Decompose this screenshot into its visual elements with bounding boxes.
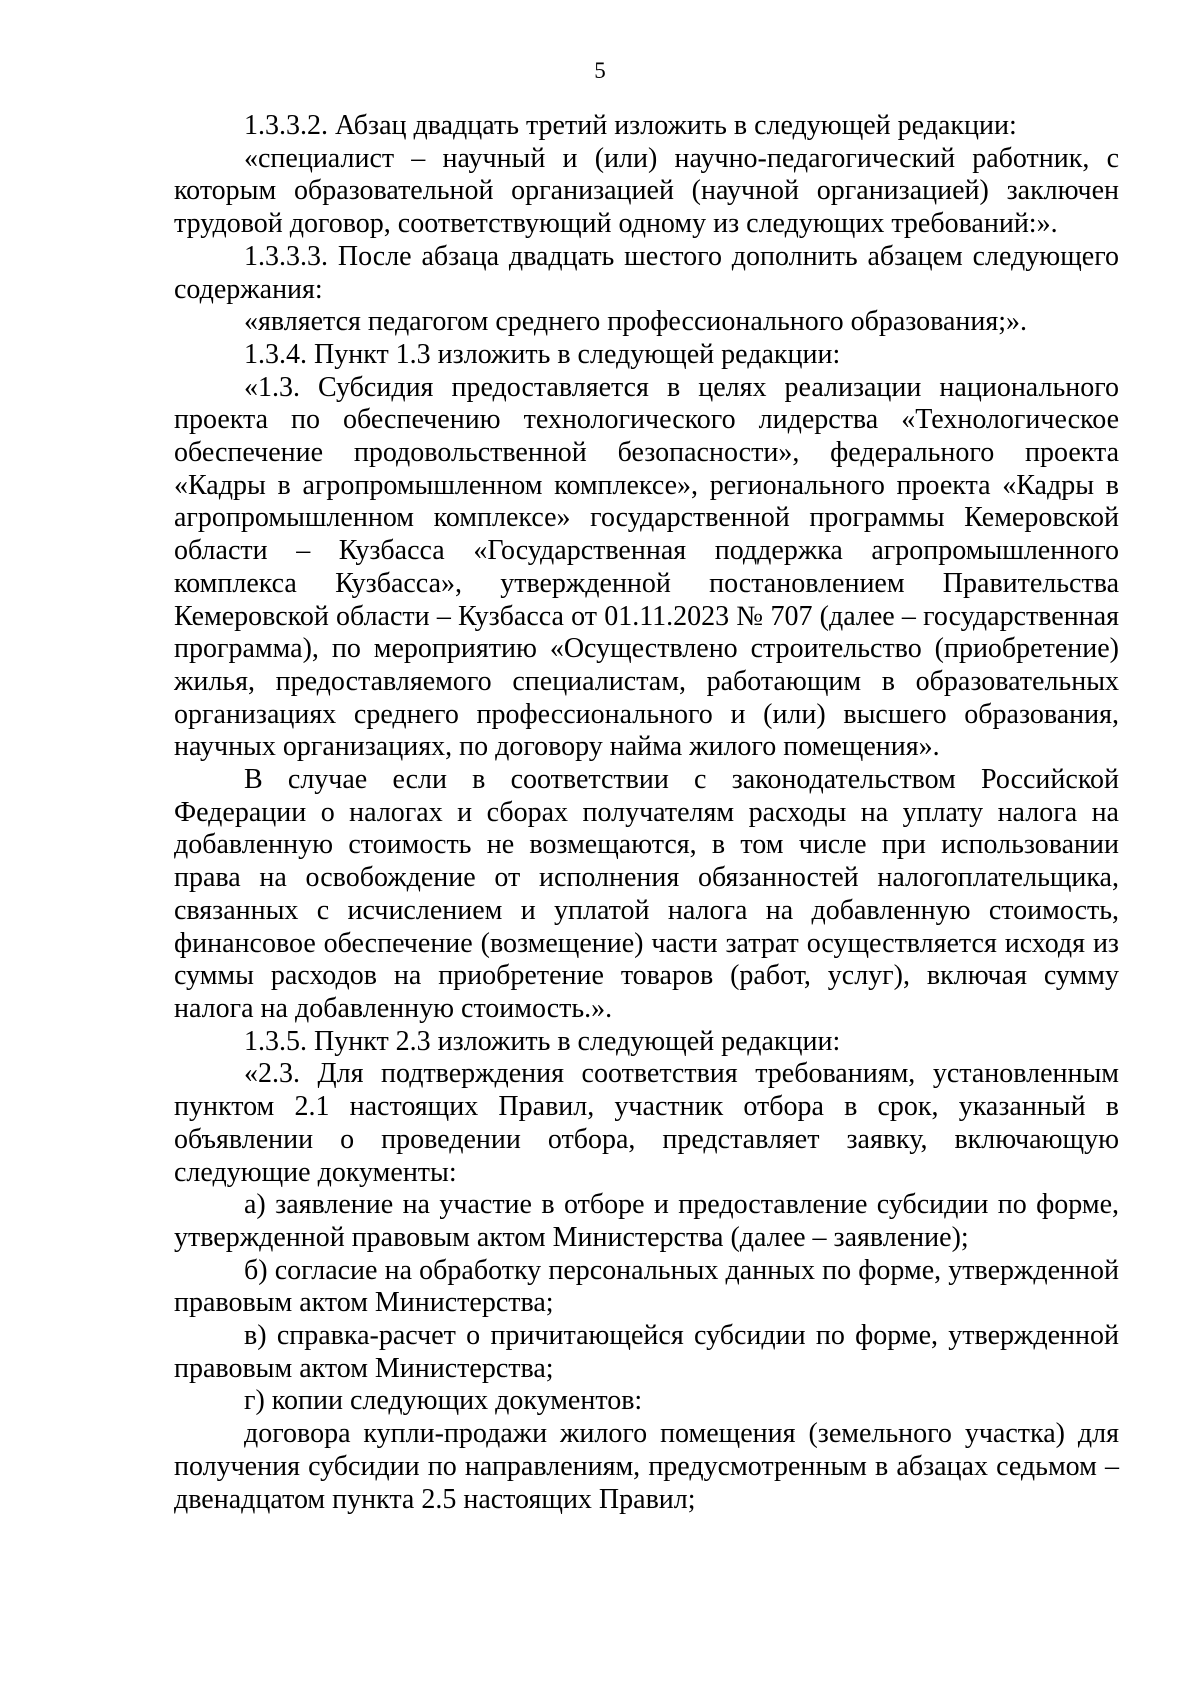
paragraph: б) согласие на обработку персональных данных по форме, утвержденной правовым актом Министерства;: [174, 1254, 1119, 1319]
paragraph: а) заявление на участие в отборе и предоставление субсидии по форме, утвержденной правовым актом Министерства (далее – заявление);: [174, 1189, 1119, 1253]
paragraph: 1.3.5. Пункт 2.3 изложить в следующей редакции:: [244, 1025, 841, 1057]
paragraph: договора купли-продажи жилого помещения (земельного участка) для получения субсидии по направлениям, предусмотренным в абзацах седьмом – двенадцатом пункта 2.5 настоящих Правил;: [174, 1418, 1119, 1515]
paragraph: «является педагогом среднего профессионального образования;».: [244, 306, 1028, 338]
paragraph: 1.3.3.2. Абзац двадцать третий изложить в следующей редакции:: [244, 110, 1017, 141]
paragraph: «1.3. Субсидия предоставляется в целях реализации национального проекта по обеспечению технологического лидерства «Технологическое обеспечение продовольственной безопасности», федерального проекта «Кадры в агропромышленном комплексе», регионального проекта «Кадры в агропромышленном комплексе» государственной программы Кемеровской области – Кузбасса «Государственная поддержка агропромышленного комплекса Кузбасса», утвержденной постановлением Правительства Кемеровской области – Кузбасса от 01.11.2023 № 707 (далее – государственная программа), по мероприятию «Осуществлено строительство (приобретение) жилья, предоставляемого специалистам, работающим в образовательных организациях среднего профессионального и (или) высшего образования, научных организациях, по договору найма жилого помещения».: [174, 371, 1119, 763]
paragraph: «специалист – научный и (или) научно-педагогический работник, с которым образовательной организацией (научной организацией) заключен трудовой договор, соответствующий одному из следующих требований:».: [174, 142, 1119, 240]
paragraph: «2.3. Для подтверждения соответствия требованиям, установленным пунктом 2.1 настоящих Правил, участник отбора в срок, указанный в объявлении о проведении отбора, представляет заявку, включающую следующие документы:: [174, 1058, 1119, 1188]
paragraph: В случае если в соответствии с законодательством Российской Федерации о налогах и сборах получателям расходы на уплату налога на добавленную стоимость не возмещаются, в том числе при использовании права на освобождение от исполнения обязанностей налогоплательщика, связанных с исчислением и уплатой налога на добавленную стоимость, финансовое обеспечение (возмещение) части затрат осуществляется исходя из суммы расходов на приобретение товаров (работ, услуг), включая сумму налога на добавленную стоимость.».: [174, 764, 1119, 1024]
paragraph: г) копии следующих документов:: [244, 1385, 643, 1417]
paragraph: 1.3.3.3. После абзаца двадцать шестого дополнить абзацем следующего содержания:: [174, 240, 1119, 305]
document-body: [174, 110, 1119, 1516]
page-number: 5: [594, 58, 606, 83]
paragraph: 1.3.4. Пункт 1.3 изложить в следующей редакции:: [244, 338, 841, 370]
paragraph: в) справка-расчет о причитающейся субсидии по форме, утвержденной правовым актом Министерства;: [174, 1320, 1119, 1384]
